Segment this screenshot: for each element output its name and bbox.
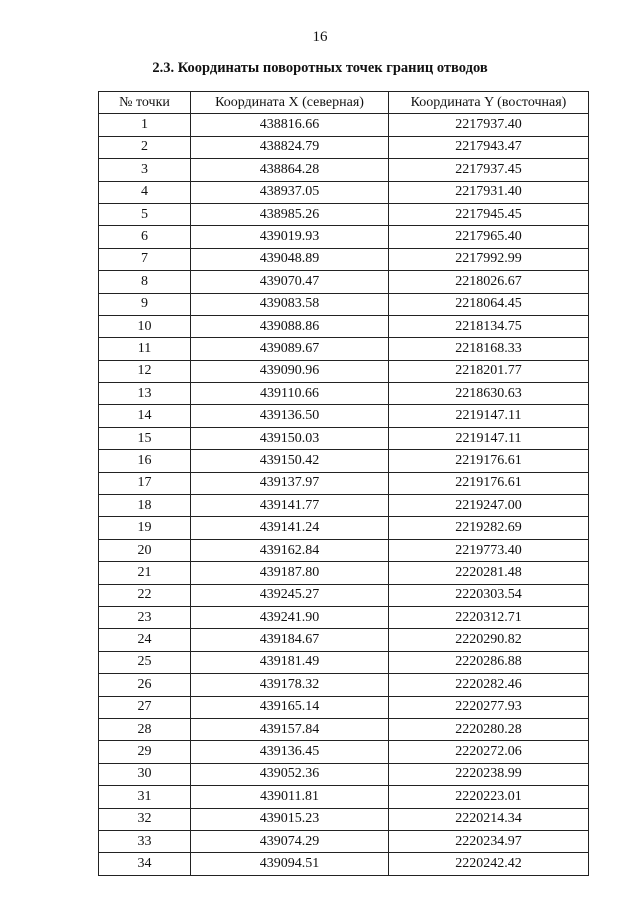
cell-point-number: 34 xyxy=(99,853,191,875)
cell-point-number: 3 xyxy=(99,159,191,181)
cell-coordinate-y: 2220242.42 xyxy=(389,853,589,875)
cell-coordinate-y: 2217937.40 xyxy=(389,114,589,136)
cell-coordinate-x: 439052.36 xyxy=(191,763,389,785)
cell-coordinate-x: 438864.28 xyxy=(191,159,389,181)
cell-coordinate-y: 2217992.99 xyxy=(389,248,589,270)
cell-coordinate-y: 2220223.01 xyxy=(389,786,589,808)
cell-coordinate-x: 439187.80 xyxy=(191,562,389,584)
cell-coordinate-y: 2219282.69 xyxy=(389,517,589,539)
cell-coordinate-y: 2220281.48 xyxy=(389,562,589,584)
cell-coordinate-x: 439165.14 xyxy=(191,696,389,718)
table-row xyxy=(99,383,589,405)
cell-coordinate-x: 439245.27 xyxy=(191,584,389,606)
cell-point-number: 16 xyxy=(99,450,191,472)
cell-point-number: 6 xyxy=(99,226,191,248)
table-row xyxy=(99,741,589,763)
cell-coordinate-x: 439157.84 xyxy=(191,718,389,740)
cell-point-number: 25 xyxy=(99,651,191,673)
cell-coordinate-y: 2219176.61 xyxy=(389,450,589,472)
cell-point-number: 18 xyxy=(99,495,191,517)
cell-point-number: 10 xyxy=(99,315,191,337)
cell-coordinate-x: 439088.86 xyxy=(191,315,389,337)
cell-point-number: 20 xyxy=(99,539,191,561)
cell-coordinate-x: 439137.97 xyxy=(191,472,389,494)
table-row xyxy=(99,718,589,740)
cell-coordinate-x: 439110.66 xyxy=(191,383,389,405)
cell-point-number: 12 xyxy=(99,360,191,382)
cell-point-number: 13 xyxy=(99,383,191,405)
cell-point-number: 9 xyxy=(99,293,191,315)
cell-coordinate-x: 439089.67 xyxy=(191,338,389,360)
cell-point-number: 29 xyxy=(99,741,191,763)
cell-point-number: 32 xyxy=(99,808,191,830)
cell-coordinate-y: 2220290.82 xyxy=(389,629,589,651)
section-title: 2.3. Координаты поворотных точек границ отводов xyxy=(152,60,488,76)
cell-point-number: 15 xyxy=(99,427,191,449)
table-row xyxy=(99,405,589,427)
cell-coordinate-y: 2217943.47 xyxy=(389,136,589,158)
table-row xyxy=(99,495,589,517)
table-row xyxy=(99,629,589,651)
cell-point-number: 19 xyxy=(99,517,191,539)
table-row xyxy=(99,360,589,382)
cell-coordinate-x: 439015.23 xyxy=(191,808,389,830)
table-body xyxy=(99,114,589,875)
cell-coordinate-x: 439181.49 xyxy=(191,651,389,673)
cell-coordinate-x: 438937.05 xyxy=(191,181,389,203)
cell-coordinate-y: 2220238.99 xyxy=(389,763,589,785)
cell-coordinate-x: 439074.29 xyxy=(191,830,389,852)
page-number: 16 xyxy=(312,29,328,45)
cell-coordinate-y: 2219176.61 xyxy=(389,472,589,494)
table-row xyxy=(99,315,589,337)
table-row xyxy=(99,763,589,785)
cell-coordinate-y: 2217945.45 xyxy=(389,203,589,225)
cell-coordinate-y: 2217965.40 xyxy=(389,226,589,248)
cell-point-number: 21 xyxy=(99,562,191,584)
cell-coordinate-x: 439178.32 xyxy=(191,674,389,696)
header-coordinate-x: Координата X (северная) xyxy=(191,92,389,114)
cell-point-number: 26 xyxy=(99,674,191,696)
cell-coordinate-y: 2220272.06 xyxy=(389,741,589,763)
cell-coordinate-y: 2218201.77 xyxy=(389,360,589,382)
cell-coordinate-x: 439141.77 xyxy=(191,495,389,517)
cell-coordinate-x: 439150.03 xyxy=(191,427,389,449)
table-row xyxy=(99,606,589,628)
cell-coordinate-y: 2220277.93 xyxy=(389,696,589,718)
table-row xyxy=(99,159,589,181)
table-row xyxy=(99,517,589,539)
cell-point-number: 23 xyxy=(99,606,191,628)
table-row xyxy=(99,450,589,472)
cell-point-number: 7 xyxy=(99,248,191,270)
cell-coordinate-x: 439011.81 xyxy=(191,786,389,808)
cell-coordinate-y: 2217937.45 xyxy=(389,159,589,181)
cell-coordinate-y: 2220282.46 xyxy=(389,674,589,696)
cell-point-number: 33 xyxy=(99,830,191,852)
table-row xyxy=(99,271,589,293)
table-row xyxy=(99,338,589,360)
cell-coordinate-x: 439184.67 xyxy=(191,629,389,651)
cell-coordinate-y: 2220303.54 xyxy=(389,584,589,606)
cell-point-number: 8 xyxy=(99,271,191,293)
coordinates-table xyxy=(98,91,589,876)
cell-coordinate-x: 439094.51 xyxy=(191,853,389,875)
table-row xyxy=(99,248,589,270)
cell-point-number: 17 xyxy=(99,472,191,494)
cell-point-number: 22 xyxy=(99,584,191,606)
cell-coordinate-y: 2219773.40 xyxy=(389,539,589,561)
table-row xyxy=(99,293,589,315)
cell-coordinate-y: 2217931.40 xyxy=(389,181,589,203)
cell-coordinate-x: 439241.90 xyxy=(191,606,389,628)
cell-coordinate-y: 2218026.67 xyxy=(389,271,589,293)
table-row xyxy=(99,203,589,225)
cell-point-number: 27 xyxy=(99,696,191,718)
cell-coordinate-y: 2219147.11 xyxy=(389,427,589,449)
cell-coordinate-y: 2219147.11 xyxy=(389,405,589,427)
cell-coordinate-x: 439070.47 xyxy=(191,271,389,293)
cell-coordinate-x: 439150.42 xyxy=(191,450,389,472)
header-point-number: № точки xyxy=(99,92,191,114)
table-row xyxy=(99,562,589,584)
cell-coordinate-y: 2220280.28 xyxy=(389,718,589,740)
cell-coordinate-y: 2218168.33 xyxy=(389,338,589,360)
cell-point-number: 14 xyxy=(99,405,191,427)
table-row xyxy=(99,539,589,561)
table-row xyxy=(99,651,589,673)
cell-coordinate-x: 438985.26 xyxy=(191,203,389,225)
cell-coordinate-x: 439048.89 xyxy=(191,248,389,270)
cell-coordinate-y: 2218134.75 xyxy=(389,315,589,337)
table-row xyxy=(99,114,589,136)
cell-point-number: 28 xyxy=(99,718,191,740)
cell-coordinate-y: 2220286.88 xyxy=(389,651,589,673)
header-coordinate-y: Координата Y (восточная) xyxy=(389,92,589,114)
cell-coordinate-y: 2218064.45 xyxy=(389,293,589,315)
cell-point-number: 5 xyxy=(99,203,191,225)
table-row xyxy=(99,808,589,830)
table-row xyxy=(99,427,589,449)
cell-coordinate-x: 438816.66 xyxy=(191,114,389,136)
cell-point-number: 4 xyxy=(99,181,191,203)
cell-coordinate-y: 2220214.34 xyxy=(389,808,589,830)
table-row xyxy=(99,853,589,875)
cell-coordinate-y: 2218630.63 xyxy=(389,383,589,405)
table-header xyxy=(99,92,589,114)
table-row xyxy=(99,136,589,158)
cell-coordinate-x: 439136.45 xyxy=(191,741,389,763)
table-row xyxy=(99,472,589,494)
table-row xyxy=(99,830,589,852)
table-header-row xyxy=(99,92,589,114)
table-row xyxy=(99,181,589,203)
cell-point-number: 2 xyxy=(99,136,191,158)
cell-point-number: 11 xyxy=(99,338,191,360)
cell-coordinate-x: 439090.96 xyxy=(191,360,389,382)
cell-coordinate-y: 2219247.00 xyxy=(389,495,589,517)
cell-point-number: 31 xyxy=(99,786,191,808)
cell-coordinate-x: 438824.79 xyxy=(191,136,389,158)
cell-coordinate-x: 439162.84 xyxy=(191,539,389,561)
table-row xyxy=(99,584,589,606)
cell-point-number: 30 xyxy=(99,763,191,785)
cell-point-number: 24 xyxy=(99,629,191,651)
cell-coordinate-x: 439141.24 xyxy=(191,517,389,539)
cell-coordinate-y: 2220234.97 xyxy=(389,830,589,852)
table-row xyxy=(99,696,589,718)
cell-coordinate-x: 439136.50 xyxy=(191,405,389,427)
table-row xyxy=(99,674,589,696)
cell-coordinate-x: 439019.93 xyxy=(191,226,389,248)
cell-point-number: 1 xyxy=(99,114,191,136)
cell-coordinate-x: 439083.58 xyxy=(191,293,389,315)
table-row xyxy=(99,226,589,248)
table-row xyxy=(99,786,589,808)
cell-coordinate-y: 2220312.71 xyxy=(389,606,589,628)
